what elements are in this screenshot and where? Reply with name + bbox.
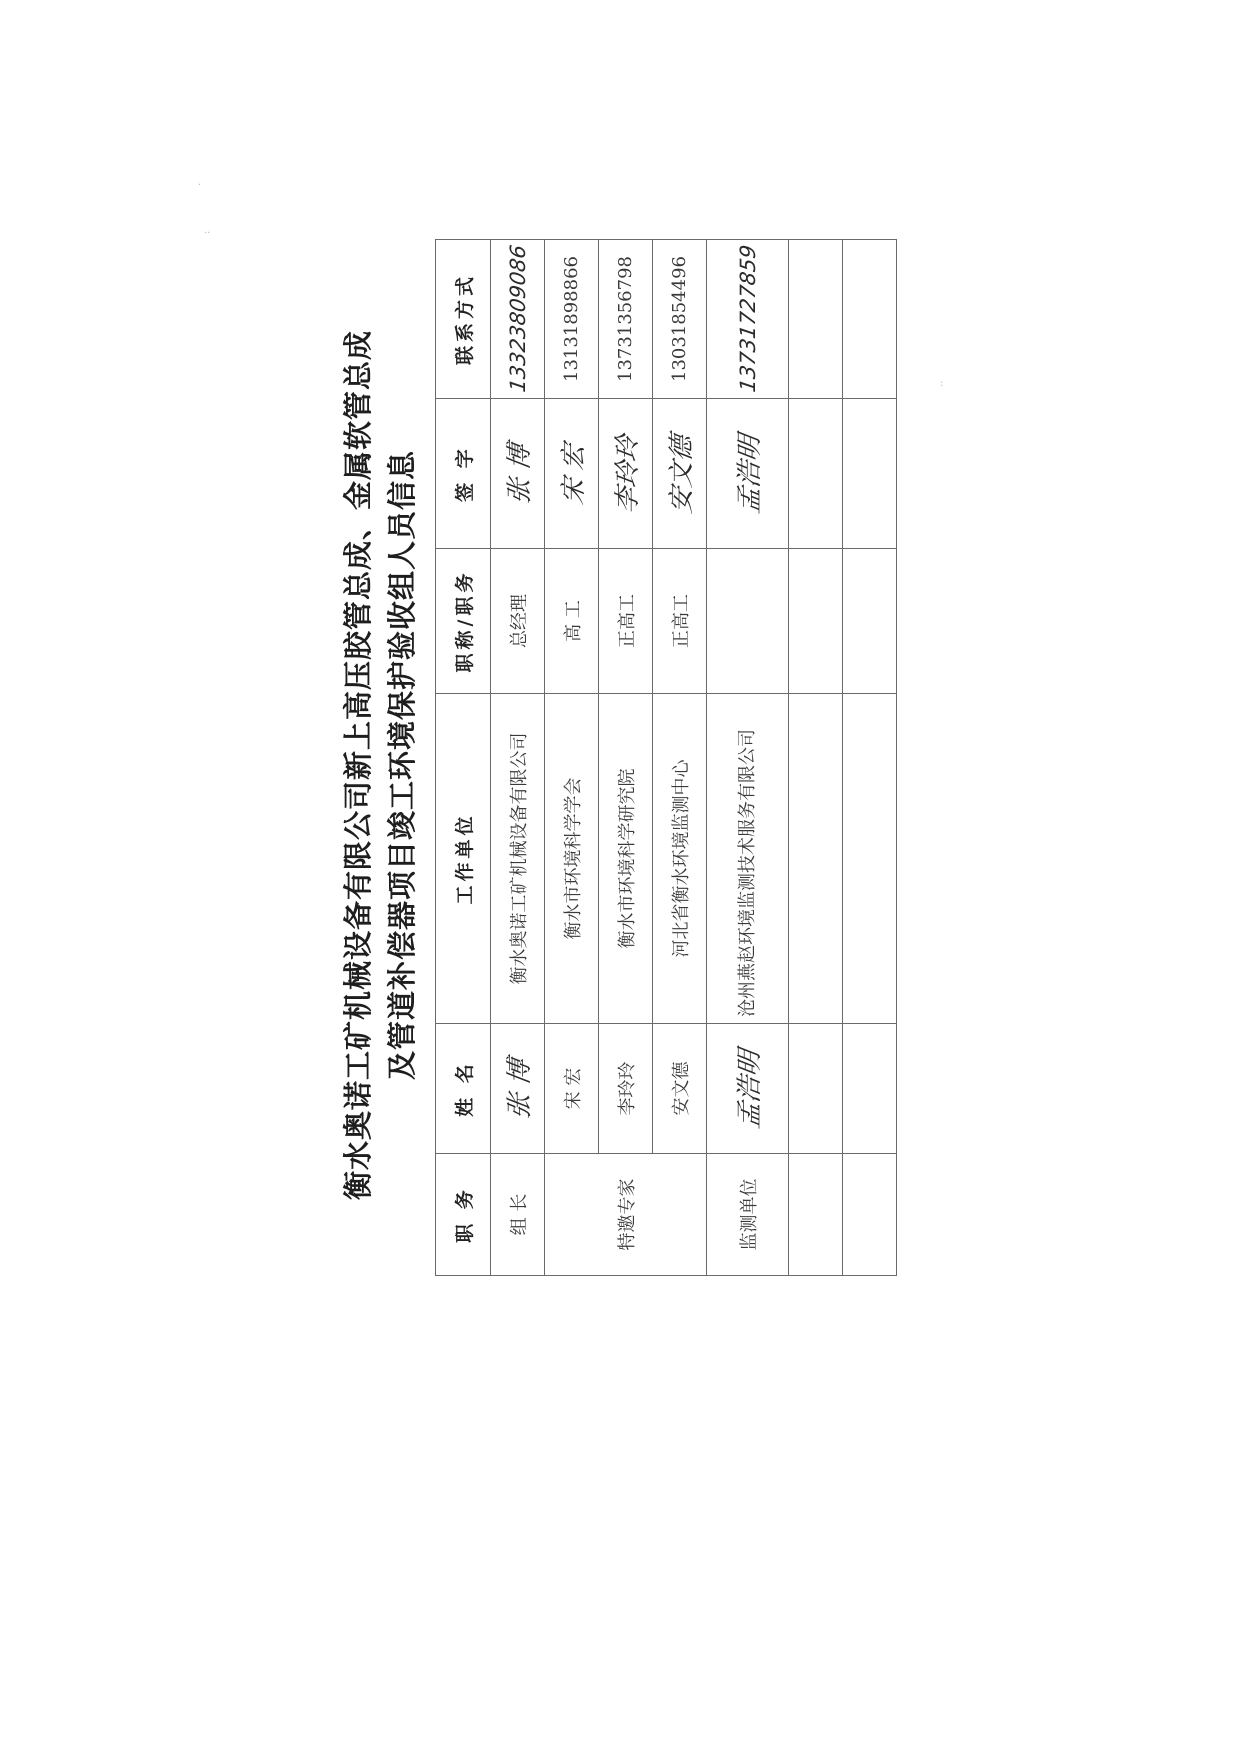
document-title-line-2: 及管道补偿器项目竣工环境保护验收组人员信息 (385, 450, 419, 1081)
table-row (707, 240, 789, 1276)
table-header-row (436, 240, 491, 1276)
name-cell (491, 1024, 545, 1154)
employer-cell: 衡水市环境科学学会 (545, 694, 599, 1024)
contact-cell (707, 240, 789, 399)
role-cell (843, 1154, 897, 1276)
header-employer: 工作单位 (436, 694, 491, 1024)
signature-cell (491, 399, 545, 549)
contact-cell (789, 240, 843, 399)
contact-cell: 13131898866 (545, 240, 599, 399)
handwritten-signature: 孟浩明 (735, 432, 765, 515)
name-cell: 宋 宏 (545, 1024, 599, 1154)
title-cell: 正高工 (599, 549, 653, 694)
header-role: 职 务 (436, 1154, 491, 1276)
header-contact: 联系方式 (436, 240, 491, 399)
handwritten-signature: 李玲玲 (613, 432, 643, 515)
employer-cell: 衡水市环境科学研究院 (599, 694, 653, 1024)
role-cell (789, 1154, 843, 1276)
employer-cell: 衡水奥诺工矿机械设备有限公司 (491, 694, 545, 1024)
title-cell (789, 549, 843, 694)
header-signature: 签 字 (436, 399, 491, 549)
table-row (599, 240, 653, 1276)
handwritten-signature: 宋 宏 (559, 441, 589, 507)
role-cell: 组 长 (491, 1154, 545, 1276)
title-cell: 高 工 (545, 549, 599, 694)
signature-cell (545, 399, 599, 549)
contact-cell: 13031854496 (653, 240, 707, 399)
role-cell: 监测单位 (707, 1154, 789, 1276)
name-cell: 安文德 (653, 1024, 707, 1154)
title-cell (707, 549, 789, 694)
name-cell (843, 1024, 897, 1154)
contact-cell (491, 240, 545, 399)
handwritten-signature: 张 博 (505, 441, 535, 507)
table-row (843, 240, 897, 1276)
scan-speck: : (940, 378, 944, 389)
signature-cell (707, 399, 789, 549)
title-cell (843, 549, 897, 694)
rotated-form (330, 240, 920, 1290)
title-cell: 总经理 (491, 549, 545, 694)
signature-cell (599, 399, 653, 549)
scan-speck: · (198, 180, 202, 191)
handwritten-name: 孟浩明 (735, 1047, 765, 1130)
contact-cell: 13731356798 (599, 240, 653, 399)
header-title: 职称/职务 (436, 549, 491, 694)
name-cell (789, 1024, 843, 1154)
table-row (545, 240, 599, 1276)
handwritten-signature: 安文德 (667, 432, 697, 515)
table-row (653, 240, 707, 1276)
committee-table (435, 239, 897, 1276)
handwritten-phone: 13323809086 (505, 243, 530, 394)
document-title-line-1: 衡水奥诺工矿机械设备有限公司新上高压胶管总成、金属软管总成 (341, 330, 375, 1201)
name-cell: 李玲玲 (599, 1024, 653, 1154)
signature-cell (653, 399, 707, 549)
signature-cell (843, 399, 897, 549)
employer-cell (789, 694, 843, 1024)
contact-cell (843, 240, 897, 399)
name-cell (707, 1024, 789, 1154)
role-cell-merged: 特邀专家 (545, 1154, 707, 1276)
employer-cell (843, 694, 897, 1024)
title-cell: 正高工 (653, 549, 707, 694)
table-row (491, 240, 545, 1276)
scan-speck: ·· (204, 228, 211, 239)
table-row (789, 240, 843, 1276)
employer-cell: 河北省衡水环境监测中心 (653, 694, 707, 1024)
signature-cell (789, 399, 843, 549)
handwritten-name: 张 博 (505, 1056, 535, 1122)
header-name: 姓 名 (436, 1024, 491, 1154)
employer-cell: 沧州燕赵环境监测技术服务有限公司 (707, 694, 789, 1024)
handwritten-phone: 13731727859 (735, 243, 760, 394)
